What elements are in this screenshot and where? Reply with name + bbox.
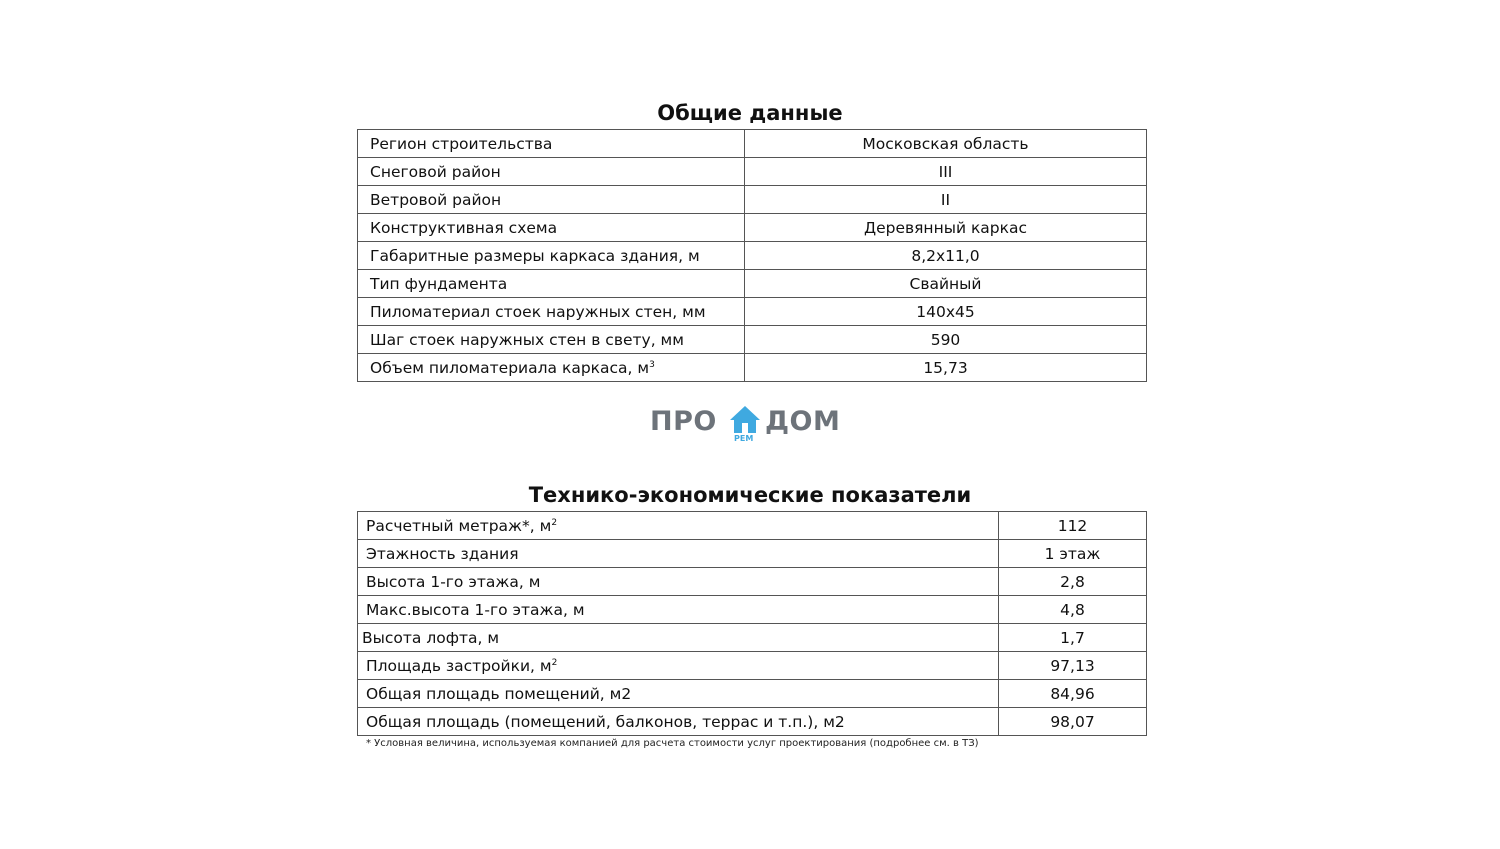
row-label: Высота 1-го этажа, м	[358, 568, 999, 596]
row-label: Конструктивная схема	[358, 214, 745, 242]
table-row	[358, 512, 1147, 540]
logo	[650, 404, 850, 448]
table-row	[358, 158, 1147, 186]
table-row	[358, 596, 1147, 624]
table-row	[358, 624, 1147, 652]
superscript: 2	[551, 517, 558, 528]
row-value: 2,8	[999, 568, 1147, 596]
table-row	[358, 298, 1147, 326]
row-value: 140х45	[745, 298, 1147, 326]
tep-title: Технико-экономические показатели	[528, 483, 972, 507]
row-label	[358, 354, 745, 382]
row-value: 97,13	[999, 652, 1147, 680]
row-label-text: Расчетный метраж*, м	[366, 516, 552, 535]
table-row	[358, 540, 1147, 568]
row-label	[358, 652, 999, 680]
row-value: 1,7	[999, 624, 1147, 652]
row-value: 112	[999, 512, 1147, 540]
general-data-table	[357, 129, 1147, 382]
row-value: 98,07	[999, 708, 1147, 736]
row-value: Свайный	[745, 270, 1147, 298]
table-row	[358, 326, 1147, 354]
table-row	[358, 652, 1147, 680]
row-label: Регион строительства	[358, 130, 745, 158]
table-row	[358, 242, 1147, 270]
row-value: 4,8	[999, 596, 1147, 624]
row-value: III	[745, 158, 1147, 186]
row-value: 84,96	[999, 680, 1147, 708]
row-label: Общая площадь (помещений, балконов, террас и т.п.), м2	[358, 708, 999, 736]
table-row	[358, 186, 1147, 214]
row-value: 15,73	[745, 354, 1147, 382]
row-label: Снеговой район	[358, 158, 745, 186]
row-label: Шаг стоек наружных стен в свету, мм	[358, 326, 745, 354]
table-row	[358, 680, 1147, 708]
row-value: Московская область	[745, 130, 1147, 158]
row-value: 1 этаж	[999, 540, 1147, 568]
row-label: Макс.высота 1-го этажа, м	[358, 596, 999, 624]
row-value: II	[745, 186, 1147, 214]
row-value: 8,2х11,0	[745, 242, 1147, 270]
row-label: Высота лофта, м	[358, 624, 999, 652]
row-label: Этажность здания	[358, 540, 999, 568]
row-label-text: Площадь застройки, м	[366, 656, 552, 675]
technical-economic-table	[357, 511, 1147, 736]
footnote: * Условная величина, используемая компанией для расчета стоимости услуг проектирования (подробнее см. в ТЗ)	[366, 738, 979, 749]
row-label: Габаритные размеры каркаса здания, м	[358, 242, 745, 270]
row-value: Деревянный каркас	[745, 214, 1147, 242]
row-label: Тип фундамента	[358, 270, 745, 298]
logo-text-left: ПРО	[650, 406, 717, 437]
row-label: Ветровой район	[358, 186, 745, 214]
table-row	[358, 214, 1147, 242]
table-row	[358, 130, 1147, 158]
general-data-title: Общие данные	[657, 101, 843, 125]
row-label: Пиломатериал стоек наружных стен, мм	[358, 298, 745, 326]
superscript: 3	[649, 359, 655, 370]
row-label: Общая площадь помещений, м2	[358, 680, 999, 708]
row-label-text: Объем пиломатериала каркаса, м	[370, 358, 650, 377]
table-row	[358, 354, 1147, 382]
logo-text-right: ДОМ	[765, 406, 841, 437]
row-label	[358, 512, 999, 540]
logo-small-text: РЕМ	[734, 434, 754, 443]
table-row	[358, 270, 1147, 298]
table-row	[358, 568, 1147, 596]
superscript: 2	[551, 657, 558, 668]
row-value: 590	[745, 326, 1147, 354]
table-row	[358, 708, 1147, 736]
